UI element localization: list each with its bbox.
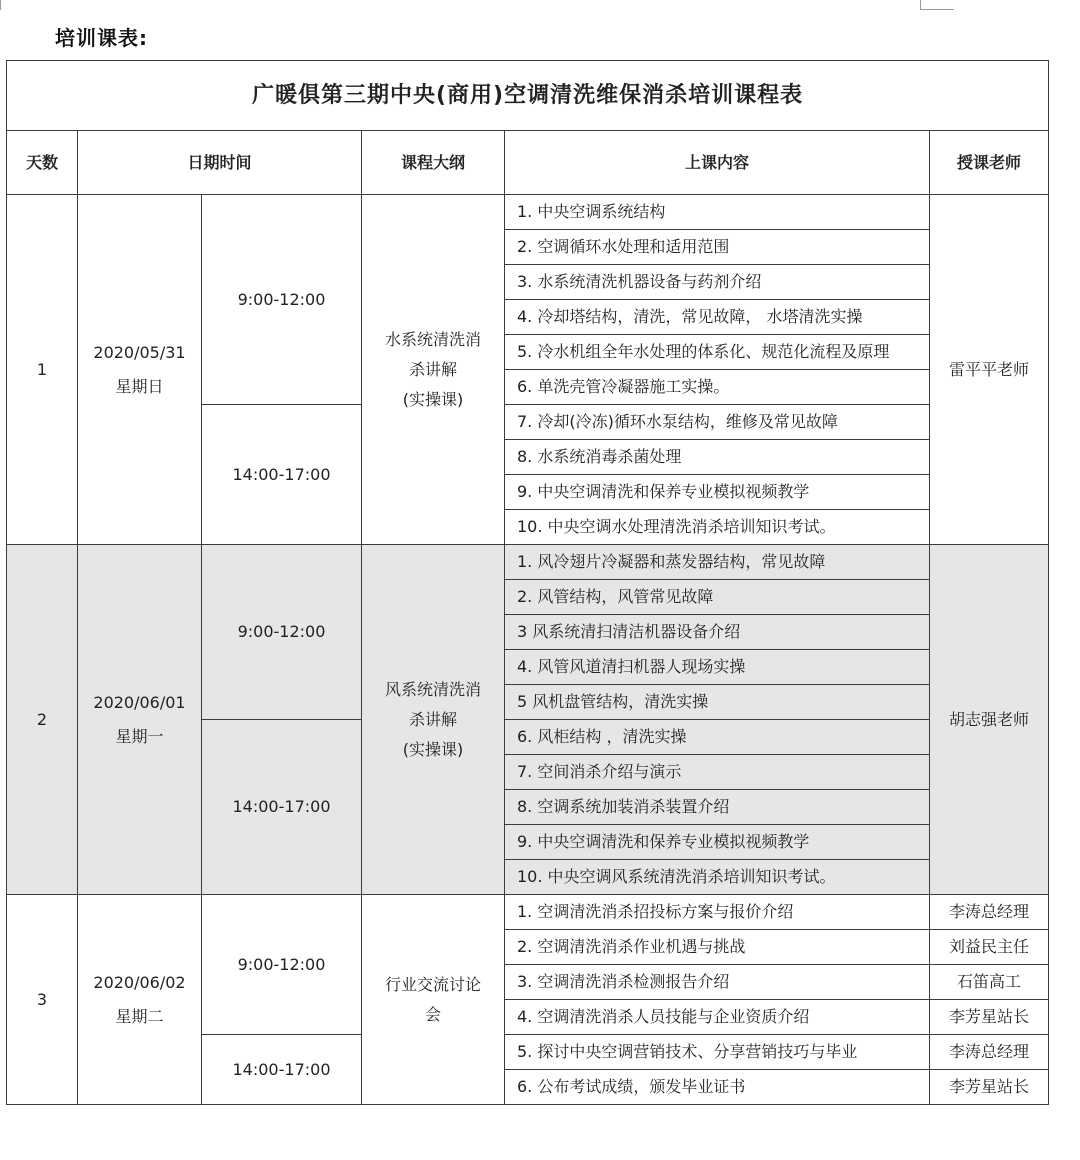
lesson-item: 3. 水系统清洗机器设备与药剂介绍	[505, 265, 930, 300]
outline-line: 行业交流讨论	[384, 974, 481, 994]
day-date-cell	[78, 545, 202, 895]
header-day: 天数	[7, 131, 78, 195]
page-corner-mark-left	[0, 0, 1, 10]
outline-line: (实操课)	[402, 389, 464, 409]
header-outline: 课程大纲	[362, 131, 505, 195]
lesson-item: 4. 冷却塔结构，清洗，常见故障， 水塔清洗实操	[505, 300, 930, 335]
lesson-item: 10. 中央空调水处理清洗消杀培训知识考试。	[505, 510, 930, 545]
day-number: 3	[7, 895, 78, 1105]
teacher-name: 胡志强老师	[930, 545, 1049, 895]
teacher-name: 李涛总经理	[930, 1035, 1049, 1070]
table-title: 广暖俱第三期中央(商用)空调清洗维保消杀培训课程表	[7, 61, 1049, 131]
day-weekday: 星期日	[115, 376, 164, 396]
lesson-item: 2. 空调清洗消杀作业机遇与挑战	[505, 930, 930, 965]
time-morning: 9:00-12:00	[202, 895, 362, 1035]
time-morning: 9:00-12:00	[202, 545, 362, 720]
teacher-name: 李芳星站长	[930, 1070, 1049, 1105]
day-date: 2020/05/31	[93, 342, 186, 362]
teacher-name: 李涛总经理	[930, 895, 1049, 930]
header-teacher: 授课老师	[930, 131, 1049, 195]
lesson-item: 9. 中央空调清洗和保养专业模拟视频教学	[505, 825, 930, 860]
time-afternoon: 14:00-17:00	[202, 405, 362, 545]
table-row	[7, 895, 1049, 930]
outline-line: (实操课)	[402, 739, 464, 759]
lesson-item: 4. 空调清洗消杀人员技能与企业资质介绍	[505, 1000, 930, 1035]
lesson-item: 1. 风冷翅片冷凝器和蒸发器结构，常见故障	[505, 545, 930, 580]
section-title: 培训课表:	[55, 26, 148, 50]
lesson-item: 6. 单洗壳管冷凝器施工实操。	[505, 370, 930, 405]
lesson-item: 9. 中央空调清洗和保养专业模拟视频教学	[505, 475, 930, 510]
lesson-item: 3. 空调清洗消杀检测报告介绍	[505, 965, 930, 1000]
lesson-item: 6. 风柜结构 ，清洗实操	[505, 720, 930, 755]
lesson-item: 3 风系统清扫清洁机器设备介绍	[505, 615, 930, 650]
teacher-name: 刘益民主任	[930, 930, 1049, 965]
day-date: 2020/06/02	[93, 972, 186, 992]
outline-line: 杀讲解	[408, 359, 457, 379]
teacher-name: 李芳星站长	[930, 1000, 1049, 1035]
lesson-item: 5 风机盘管结构，清洗实操	[505, 685, 930, 720]
day-weekday: 星期一	[115, 726, 164, 746]
day-date: 2020/06/01	[93, 692, 186, 712]
day-number: 1	[7, 195, 78, 545]
lesson-item: 10. 中央空调风系统清洗消杀培训知识考试。	[505, 860, 930, 895]
lesson-item: 5. 冷水机组全年水处理的体系化、规范化流程及原理	[505, 335, 930, 370]
time-afternoon: 14:00-17:00	[202, 720, 362, 895]
lesson-item: 4. 风管风道清扫机器人现场实操	[505, 650, 930, 685]
table-row	[7, 195, 1049, 230]
lesson-item: 5. 探讨中央空调营销技术、分享营销技巧与毕业	[505, 1035, 930, 1070]
outline-line: 会	[424, 1004, 441, 1024]
lesson-item: 8. 水系统消毒杀菌处理	[505, 440, 930, 475]
outline-line: 风系统清洗消	[384, 679, 481, 699]
course-outline	[362, 195, 505, 545]
course-outline	[362, 545, 505, 895]
time-morning: 9:00-12:00	[202, 195, 362, 405]
lesson-item: 2. 风管结构，风管常见故障	[505, 580, 930, 615]
lesson-item: 7. 空间消杀介绍与演示	[505, 755, 930, 790]
day-number: 2	[7, 545, 78, 895]
day-date-cell	[78, 195, 202, 545]
schedule-table	[6, 60, 1049, 1105]
lesson-item: 8. 空调系统加装消杀装置介绍	[505, 790, 930, 825]
header-content: 上课内容	[505, 131, 930, 195]
outline-line: 杀讲解	[408, 709, 457, 729]
teacher-name: 石笛高工	[930, 965, 1049, 1000]
teacher-name: 雷平平老师	[930, 195, 1049, 545]
day-weekday: 星期二	[115, 1006, 164, 1026]
page-corner-mark-right-h	[920, 9, 954, 10]
lesson-item: 1. 中央空调系统结构	[505, 195, 930, 230]
day-date-cell	[78, 895, 202, 1105]
header-datetime: 日期时间	[78, 131, 362, 195]
lesson-item: 6. 公布考试成绩，颁发毕业证书	[505, 1070, 930, 1105]
table-row	[7, 545, 1049, 580]
lesson-item: 2. 空调循环水处理和适用范围	[505, 230, 930, 265]
time-afternoon: 14:00-17:00	[202, 1035, 362, 1105]
lesson-item: 7. 冷却(冷冻)循环水泵结构，维修及常见故障	[505, 405, 930, 440]
outline-line: 水系统清洗消	[384, 329, 481, 349]
course-outline	[362, 895, 505, 1105]
lesson-item: 1. 空调清洗消杀招投标方案与报价介绍	[505, 895, 930, 930]
